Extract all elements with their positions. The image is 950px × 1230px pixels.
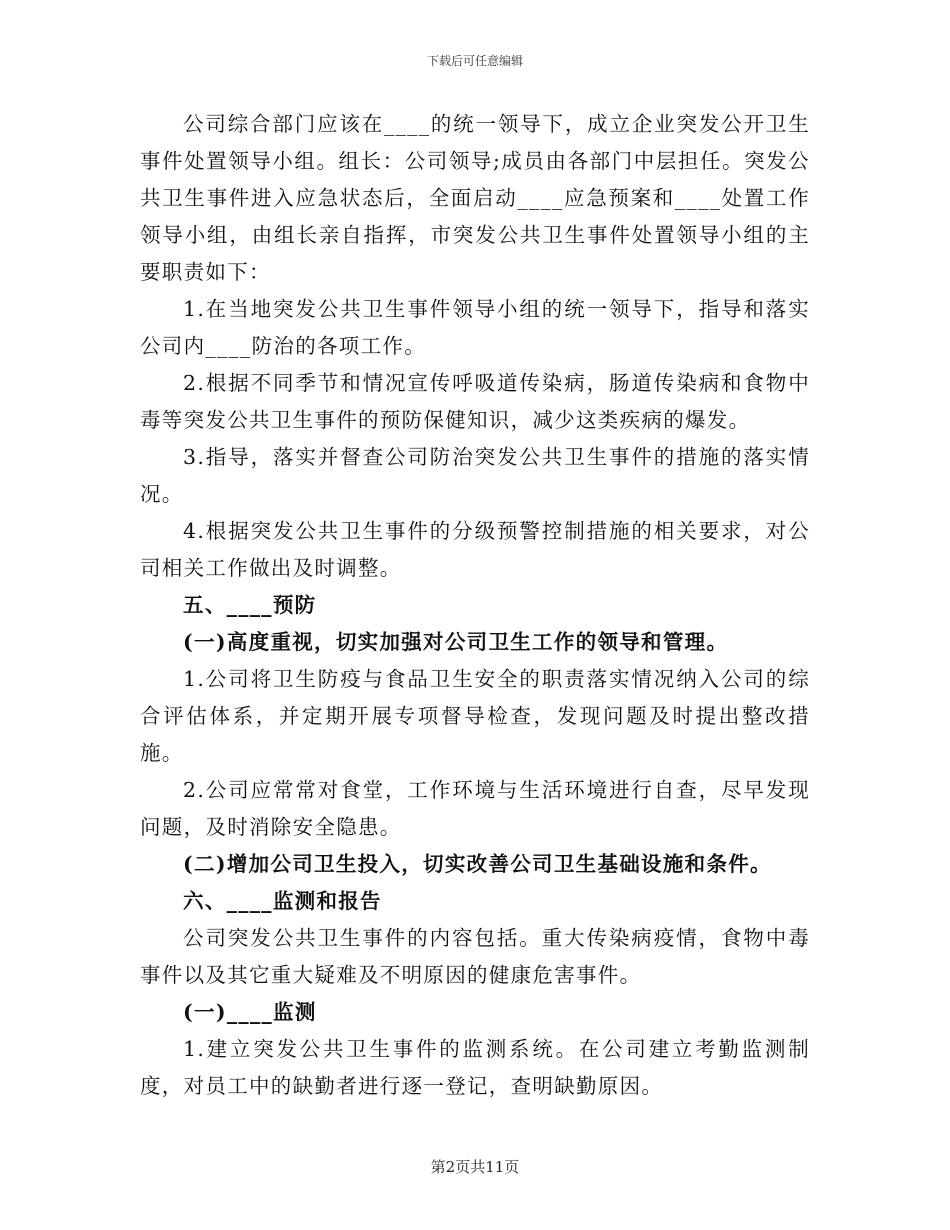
- subheading-investment: (二)增加公司卫生投入，切实改善公司卫生基础设施和条件。: [183, 852, 772, 876]
- paragraph-item-1: 1.在当地突发公共卫生事件领导小组的统一领导下，指导和落实公司内____防治的各项工作。: [140, 297, 810, 358]
- paragraph-item-2: 2.根据不同季节和情况宣传呼吸道传染病，肠道传染病和食物中毒等突发公共卫生事件的预防保健知识，减少这类疾病的爆发。: [140, 371, 810, 432]
- paragraph-monitoring-scope: 公司突发公共卫生事件的内容包括。重大传染病疫情，食物中毒事件以及其它重大疑难及不明原因的健康危害事件。: [140, 926, 810, 987]
- page-header-note: 下载后可任意编辑: [426, 54, 523, 68]
- document-body: [140, 106, 810, 1105]
- paragraph-prevention-1: 1.公司将卫生防疫与食品卫生安全的职责落实情况纳入公司的综合评估体系，并定期开展专项督导检查，发现问题及时提出整改措施。: [140, 667, 810, 765]
- subheading-leadership: (一)高度重视，切实加强对公司卫生工作的领导和管理。: [183, 630, 729, 654]
- paragraph-intro: 公司综合部门应该在____的统一领导下，成立企业突发公开卫生事件处置领导小组。组长：公司领导;成员由各部门中层担任。突发公共卫生事件进入应急状态后，全面启动____应急预案和____处置工作领导小组，由组长亲自指挥，市突发公共卫生事件处置领导小组的主要职责如下：: [140, 112, 810, 284]
- paragraph-prevention-2: 2.公司应常常对食堂，工作环境与生活环境进行自查，尽早发现问题，及时消除安全隐患。: [140, 778, 810, 839]
- paragraph-monitoring-1: 1.建立突发公共卫生事件的监测系统。在公司建立考勤监测制度，对员工中的缺勤者进行逐一登记，查明缺勤原因。: [140, 1037, 810, 1098]
- page-number-indicator: 第2页共11页: [430, 1158, 520, 1176]
- section-heading-monitoring: 六、____监测和报告: [183, 889, 382, 913]
- section-heading-prevention: 五、____预防: [183, 593, 317, 617]
- paragraph-item-4: 4.根据突发公共卫生事件的分级预警控制措施的相关要求，对公司相关工作做出及时调整。: [140, 519, 810, 580]
- subheading-monitoring: (一)____监测: [183, 1000, 317, 1024]
- paragraph-item-3: 3.指导，落实并督查公司防治突发公共卫生事件的措施的落实情况。: [140, 445, 810, 506]
